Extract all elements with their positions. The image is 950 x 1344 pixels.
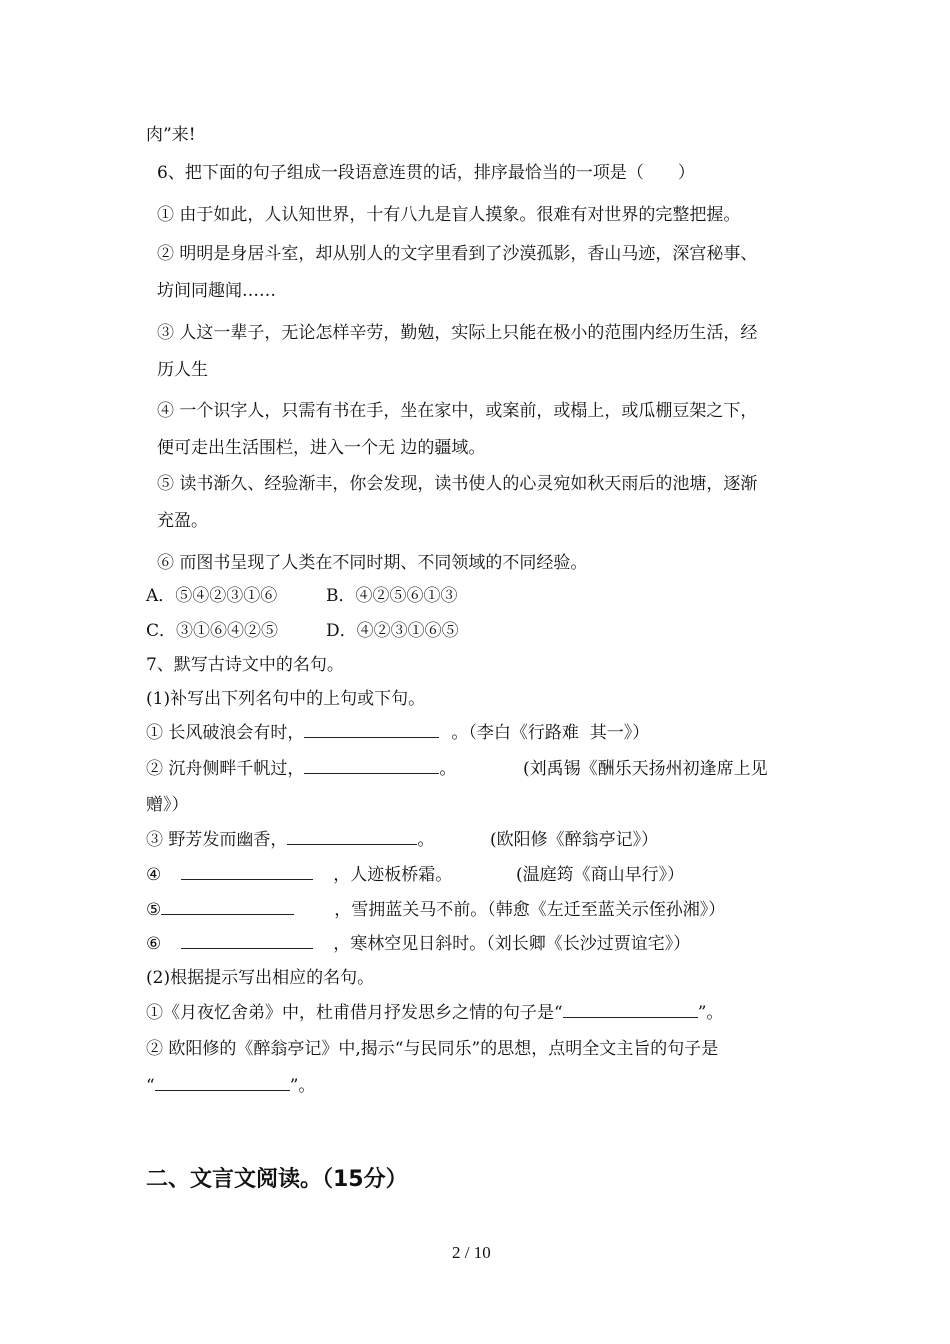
q6-sentence-2: ② 明明是身居斗室，却从别人的文字里看到了沙漠孤影，香山马迹，深宫秘事、 xyxy=(157,244,758,264)
q6-option-a: A．⑤④②③①⑥ xyxy=(146,586,278,606)
q7-item-a: ① 长风破浪会有时， 。（李白《行路难 其一》） xyxy=(146,723,650,743)
q7-part-1: (1)补写出下列名句中的上句或下句。 xyxy=(146,689,426,709)
answer-blank[interactable] xyxy=(287,829,417,845)
q7-item-d-source: (温庭筠《商山早行》） xyxy=(516,865,685,885)
q6-sentence-5: ⑤ 读书渐久、经验渐丰，你会发现，读书使人的心灵宛如秋天雨后的池塘，逐渐 xyxy=(157,474,758,494)
q6-option-b: B．④②⑤⑥①③ xyxy=(326,586,458,606)
q6-sentence-2-cont: 坊间同趣闻…… xyxy=(157,281,276,301)
q6-sentence-4: ④ 一个识字人，只需有书在手，坐在家中，或案前，或榻上，或瓜棚豆架之下， xyxy=(157,401,758,421)
q6-option-c: C．③①⑥④②⑤ xyxy=(146,621,279,641)
q7-item-b-source-cont: 赠》） xyxy=(146,795,189,815)
answer-blank[interactable] xyxy=(181,864,313,880)
section-heading: 二、文言文阅读。（15分） xyxy=(146,1167,408,1192)
q7-item-b: ② 沉舟侧畔千帆过， 。 xyxy=(146,759,457,779)
q6-option-d: D．④②③①⑥⑤ xyxy=(326,621,459,641)
q7-item-e: ⑤ ，雪拥蓝关马不前。（韩愈《左迁至蓝关示侄孙湘》） xyxy=(146,900,726,920)
answer-blank[interactable] xyxy=(563,1002,698,1018)
q6-sentence-5-cont: 充盈。 xyxy=(157,511,208,531)
answer-blank[interactable] xyxy=(181,933,313,949)
answer-blank[interactable] xyxy=(161,899,294,915)
page-number: 2 / 10 xyxy=(452,1243,491,1262)
continued-text: 肉”来! xyxy=(146,125,196,145)
q7-item-c-source: (欧阳修《醉翁亭记》） xyxy=(490,830,659,850)
q6-sentence-6: ⑥ 而图书呈现了人类在不同时期、不同领域的不同经验。 xyxy=(157,553,588,573)
answer-blank[interactable] xyxy=(304,758,439,774)
q7-stem: 7、默写古诗文中的名句。 xyxy=(146,655,344,675)
q6-sentence-4-cont: 便可走出生活围栏，进入一个无 边的疆域。 xyxy=(157,438,486,458)
q7-item-c: ③ 野芳发而幽香， 。 xyxy=(146,830,435,850)
q6-stem: 6、把下面的句子组成一段语意连贯的话，排序最恰当的一项是（ ） xyxy=(157,163,695,183)
q7-part-2: (2)根据提示写出相应的名句。 xyxy=(146,968,375,988)
q7-item-h-answer: “ ”。 xyxy=(146,1076,316,1096)
answer-blank[interactable] xyxy=(155,1075,290,1091)
q6-sentence-1: ① 由于如此，人认知世界，十有八九是盲人摸象。很难有对世界的完整把握。 xyxy=(157,205,741,225)
answer-blank[interactable] xyxy=(304,722,439,738)
q7-item-h: ② 欧阳修的《醉翁亭记》中,揭示“与民同乐”的思想，点明全文主旨的句子是 xyxy=(146,1039,719,1059)
q7-item-g: ①《月夜忆舍弟》中，杜甫借月抒发思乡之情的句子是“ ”。 xyxy=(146,1003,724,1023)
q6-sentence-3-cont: 历人生 xyxy=(157,360,208,380)
q7-item-d: ④ ，人迹板桥霜。 xyxy=(146,865,453,885)
q6-sentence-3: ③ 人这一辈子，无论怎样辛劳，勤勉，实际上只能在极小的范围内经历生活，经 xyxy=(157,323,758,343)
q7-item-f: ⑥ ，寒林空见日斜时。（刘长卿《长沙过贾谊宅》） xyxy=(146,934,691,954)
q7-item-b-source: (刘禹锡《酬乐天扬州初逢席上见 xyxy=(523,759,768,779)
